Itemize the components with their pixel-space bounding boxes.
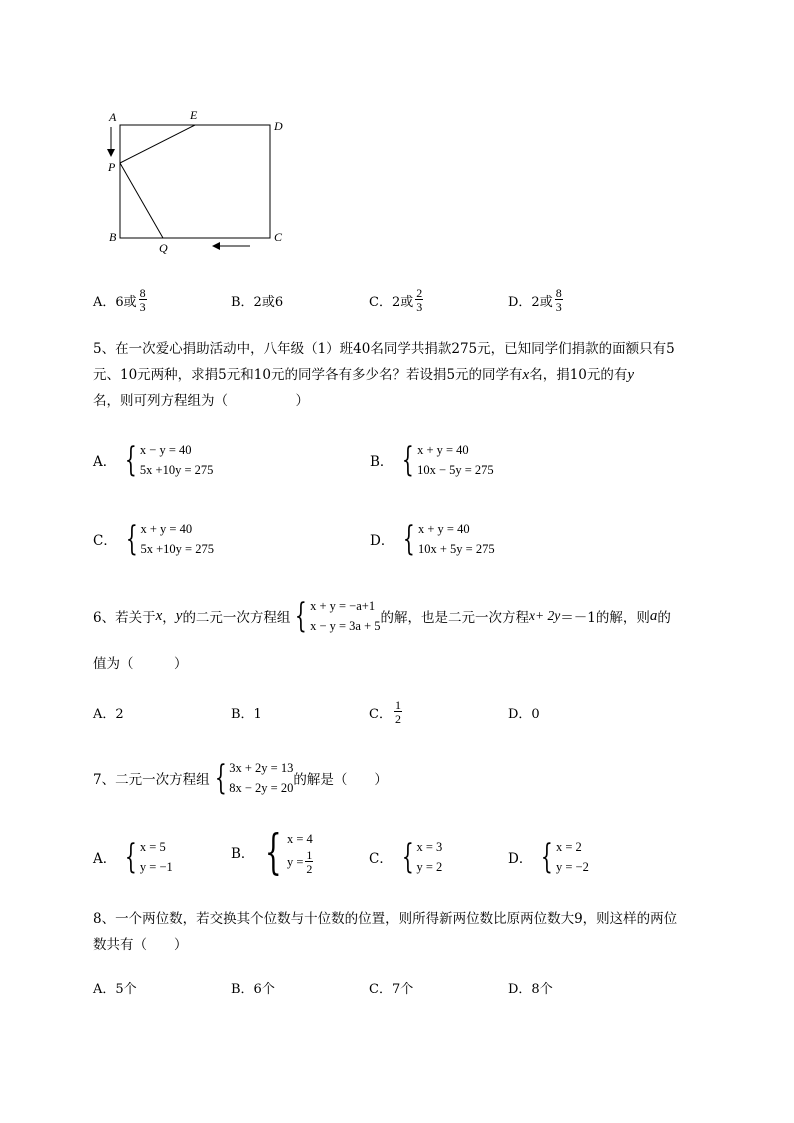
numerator: 8	[139, 286, 146, 300]
var-x: x	[155, 607, 163, 624]
equation: y = −1	[139, 860, 173, 874]
label-a: A	[109, 110, 117, 124]
brace-icon: {	[402, 440, 415, 480]
q7-option-d[interactable]	[508, 837, 589, 877]
var-y: y	[175, 607, 183, 624]
equation: 8x − 2y = 20	[229, 781, 294, 795]
q6-option-d[interactable]	[508, 703, 540, 722]
equation: x = 4	[286, 832, 313, 846]
label-q: Q	[159, 241, 168, 255]
equation: x + y = −a+1	[310, 599, 376, 613]
equation: x − y = 3a + 5	[310, 619, 381, 633]
equation-system	[417, 440, 494, 480]
equation: y = 2	[416, 860, 443, 874]
segment-pe	[120, 125, 195, 163]
q8-line-2: 数共有（ ）	[93, 937, 188, 953]
option-label: C．2或	[369, 294, 414, 310]
numerator: 1	[306, 848, 313, 862]
label-e: E	[190, 108, 198, 122]
q4-option-c[interactable]	[369, 287, 423, 313]
arrow-left-head-icon	[212, 242, 220, 250]
label-c: C	[274, 230, 283, 244]
question-7	[93, 758, 388, 798]
option-label: C．	[93, 533, 117, 549]
q6-text: 的解，也是二元一次方程	[380, 610, 530, 626]
option-label: D．8个	[508, 981, 553, 997]
equation: 10x + 5y = 275	[417, 542, 495, 556]
q8-option-d[interactable]	[508, 978, 553, 997]
option-label: A．5个	[93, 981, 137, 997]
equation-system	[140, 440, 213, 480]
denominator: 3	[555, 300, 562, 314]
q6-option-a[interactable]	[93, 703, 124, 722]
q5-text: 名，捐10元的有	[529, 367, 628, 383]
q5-text: 元、10元两种，求捐5元和10元的同学各有多少名？若设捐5元的同学有	[93, 367, 523, 383]
numerator: 2	[416, 286, 423, 300]
brace-icon: {	[401, 837, 414, 877]
brace-icon: {	[295, 596, 308, 636]
arrow-down-head-icon	[107, 149, 115, 157]
rectangle-diagram	[100, 105, 300, 260]
equation: y =	[286, 855, 304, 869]
option-label: B．1	[231, 706, 262, 722]
question-5	[93, 336, 733, 414]
q6-text: ＝－1的解，则	[560, 610, 650, 626]
question-6	[93, 596, 671, 636]
equation: 5x +10y = 275	[140, 542, 214, 556]
equation-system	[290, 596, 380, 636]
q5-option-d[interactable]	[370, 519, 495, 559]
q4-option-a[interactable]	[93, 287, 147, 313]
fraction	[139, 287, 147, 313]
denominator: 3	[416, 300, 423, 314]
q5-line-2	[93, 362, 733, 388]
segment-pq	[120, 163, 163, 238]
brace-icon: {	[125, 440, 138, 480]
equation: 5x +10y = 275	[139, 463, 214, 477]
option-label: D．0	[508, 706, 540, 722]
rectangle-figure	[100, 105, 300, 260]
option-label: C．	[369, 706, 392, 722]
numerator: 1	[394, 698, 401, 712]
numerator: 8	[555, 286, 562, 300]
option-label: B．6个	[231, 981, 275, 997]
brace-icon: {	[214, 758, 227, 798]
q8-line-1: 8、一个两位数，若交换其个位数与十位数的位置，则所得新两位数比原两位数大9，则这样的两位	[93, 911, 678, 927]
q7-option-b[interactable]	[231, 824, 313, 880]
option-label: C．	[369, 851, 393, 867]
q6-text: 的二元一次方程组	[182, 610, 291, 626]
q5-line-1: 5、在一次爱心捐助活动中，八年级（1）班40名同学共捐款275元，已知同学们捐款的面额只有5	[93, 341, 675, 357]
fraction	[555, 287, 563, 313]
fraction	[415, 287, 423, 313]
label-b: B	[109, 230, 117, 244]
equation: x = 2	[555, 840, 582, 854]
equation: x + y = 40	[417, 522, 470, 536]
option-label: D．	[370, 533, 395, 549]
equation: 10x − 5y = 275	[417, 463, 494, 477]
fraction	[305, 849, 313, 875]
option-label: A．6或	[93, 294, 137, 310]
q5-option-c[interactable]	[93, 519, 214, 559]
q6-line-2: 值为（ ）	[93, 656, 188, 672]
var-y: y	[627, 367, 635, 383]
var-x: x	[522, 367, 530, 383]
q5-option-b[interactable]	[370, 440, 494, 480]
label-p: P	[108, 160, 116, 174]
option-label: B．	[231, 846, 255, 862]
q7-option-a[interactable]	[93, 837, 173, 877]
option-label: D．	[508, 851, 533, 867]
q5-line-3: 名，则可列方程组为（ ）	[93, 393, 309, 409]
fraction	[394, 699, 402, 725]
option-label: A．	[93, 454, 117, 470]
var-a: a	[649, 607, 658, 624]
q7-option-c[interactable]	[369, 837, 442, 877]
brace-icon: {	[541, 837, 554, 877]
question-8	[93, 906, 733, 958]
label-d: D	[274, 119, 283, 133]
option-label: B．2或6	[231, 294, 284, 310]
q6-text: ，	[162, 610, 176, 626]
equation-inline: x+ 2y	[529, 608, 561, 623]
option-label: B．	[370, 454, 394, 470]
brace-icon: {	[125, 519, 138, 559]
q4-option-b[interactable]	[231, 291, 283, 310]
q7-text: 7、二元一次方程组	[93, 772, 210, 788]
equation: x − y = 40	[139, 443, 192, 457]
equation-system	[140, 519, 213, 559]
q6-text: 6、若关于	[93, 610, 156, 626]
q6-option-b[interactable]	[231, 703, 262, 722]
denominator: 2	[394, 712, 401, 726]
q8-option-a[interactable]	[93, 978, 137, 997]
equation: x + y = 40	[417, 443, 469, 457]
option-label: A．	[93, 851, 117, 867]
q7-text: 的解是（ ）	[293, 772, 388, 788]
option-label: C．7个	[369, 981, 414, 997]
brace-icon: {	[403, 519, 416, 559]
equation: x = 3	[416, 840, 443, 854]
brace-icon: {	[125, 837, 138, 877]
denominator: 3	[139, 300, 146, 314]
equation: x = 5	[139, 840, 166, 854]
equation: x + y = 40	[140, 522, 193, 536]
option-label: A．2	[93, 706, 124, 722]
equation: 3x + 2y = 13	[229, 761, 294, 775]
rectangle-abcd	[120, 125, 270, 238]
q5-option-a[interactable]	[93, 440, 213, 480]
q6-text: 的	[657, 610, 671, 626]
option-label: D．2或	[508, 294, 553, 310]
equation-system	[418, 519, 495, 559]
q8-option-c[interactable]	[369, 978, 413, 997]
q6-option-c[interactable]	[369, 699, 402, 725]
brace-icon: {	[265, 824, 283, 880]
equation: y = −2	[555, 860, 589, 874]
q4-option-d[interactable]	[508, 287, 563, 313]
equation-system	[210, 758, 294, 798]
denominator: 2	[306, 862, 313, 876]
q8-option-b[interactable]	[231, 978, 275, 997]
